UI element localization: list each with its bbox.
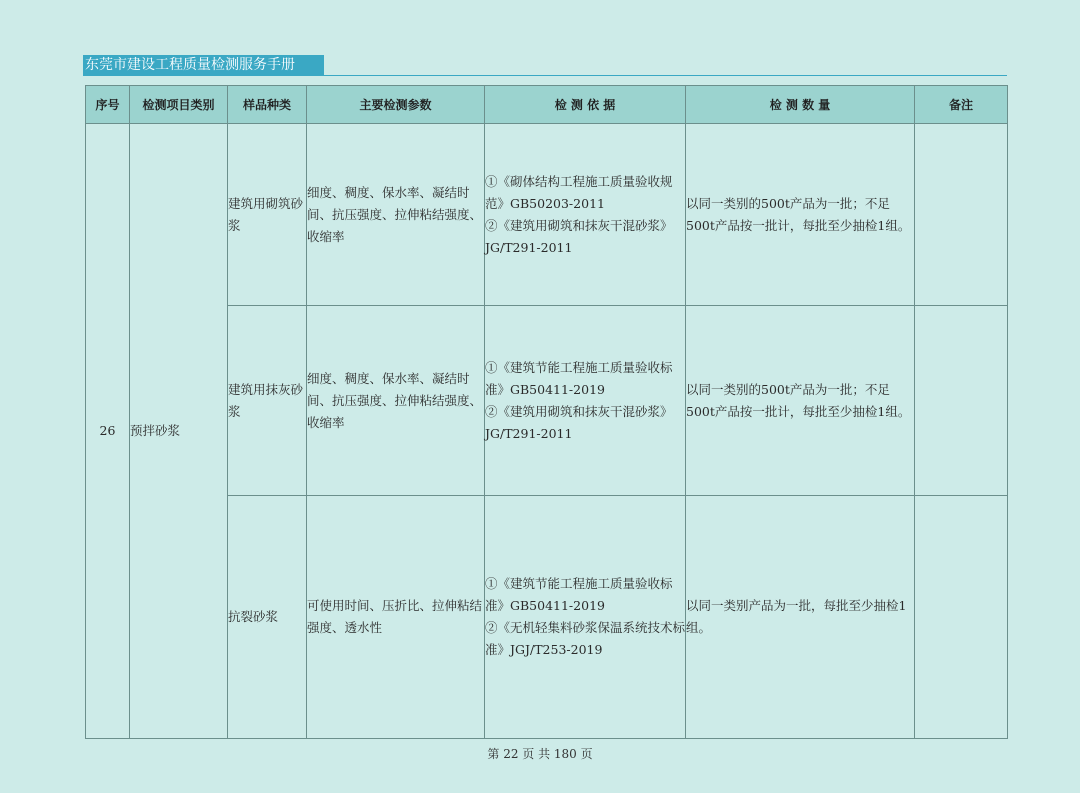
test-basis — [485, 306, 686, 496]
test-quantity: 以同一类别产品为一批，每批至少抽检1组。 — [686, 496, 915, 739]
test-basis — [485, 496, 686, 739]
page-number: 第 22 页 共 180 页 — [487, 747, 593, 761]
col-header-basis: 检 测 依 据 — [485, 86, 686, 124]
col-header-sample-type: 样品种类 — [228, 86, 307, 124]
manual-title: 东莞市建设工程质量检测服务手册 — [85, 57, 295, 73]
note-cell — [915, 306, 1008, 496]
col-header-seq: 序号 — [86, 86, 130, 124]
test-basis — [485, 124, 686, 306]
test-quantity: 以同一类别的500t产品为一批；不足500t产品按一批计，每批至少抽检1组。 — [686, 124, 915, 306]
table-row — [86, 124, 1008, 306]
main-params: 细度、稠度、保水率、凝结时间、抗压强度、拉伸粘结强度、收缩率 — [307, 124, 485, 306]
test-quantity: 以同一类别的500t产品为一批；不足500t产品按一批计，每批至少抽检1组。 — [686, 306, 915, 496]
sample-type: 抗裂砂浆 — [228, 496, 307, 739]
col-header-quantity: 检 测 数 量 — [686, 86, 915, 124]
inspection-table — [85, 85, 1008, 739]
row-category: 预拌砂浆 — [130, 124, 228, 739]
manual-title-banner — [83, 55, 324, 76]
basis-item: ②《建筑用砌筑和抹灰干混砂浆》JG/T291-2011 — [485, 403, 673, 441]
row-seq: 26 — [86, 124, 130, 739]
basis-item: ①《砌体结构工程施工质量验收规范》GB50203-2011 — [485, 173, 673, 211]
note-cell — [915, 496, 1008, 739]
basis-item: ①《建筑节能工程施工质量验收标准》GB50411-2019 — [485, 359, 673, 397]
main-params: 可使用时间、压折比、拉伸粘结强度、透水性 — [307, 496, 485, 739]
sample-type: 建筑用抹灰砂浆 — [228, 306, 307, 496]
basis-item: ②《无机轻集料砂浆保温系统技术标准》JGJ/T253-2019 — [485, 620, 686, 657]
sample-type: 建筑用砌筑砂浆 — [228, 124, 307, 306]
header-divider — [83, 75, 1007, 76]
col-header-params: 主要检测参数 — [307, 86, 485, 124]
col-header-note: 备注 — [915, 86, 1008, 124]
table-header-row — [86, 86, 1008, 124]
main-params: 细度、稠度、保水率、凝结时间、抗压强度、拉伸粘结强度、收缩率 — [307, 306, 485, 496]
col-header-category: 检测项目类别 — [130, 86, 228, 124]
basis-item: ②《建筑用砌筑和抹灰干混砂浆》JG/T291-2011 — [485, 217, 673, 255]
basis-item: ①《建筑节能工程施工质量验收标准》GB50411-2019 — [485, 576, 673, 613]
note-cell — [915, 124, 1008, 306]
